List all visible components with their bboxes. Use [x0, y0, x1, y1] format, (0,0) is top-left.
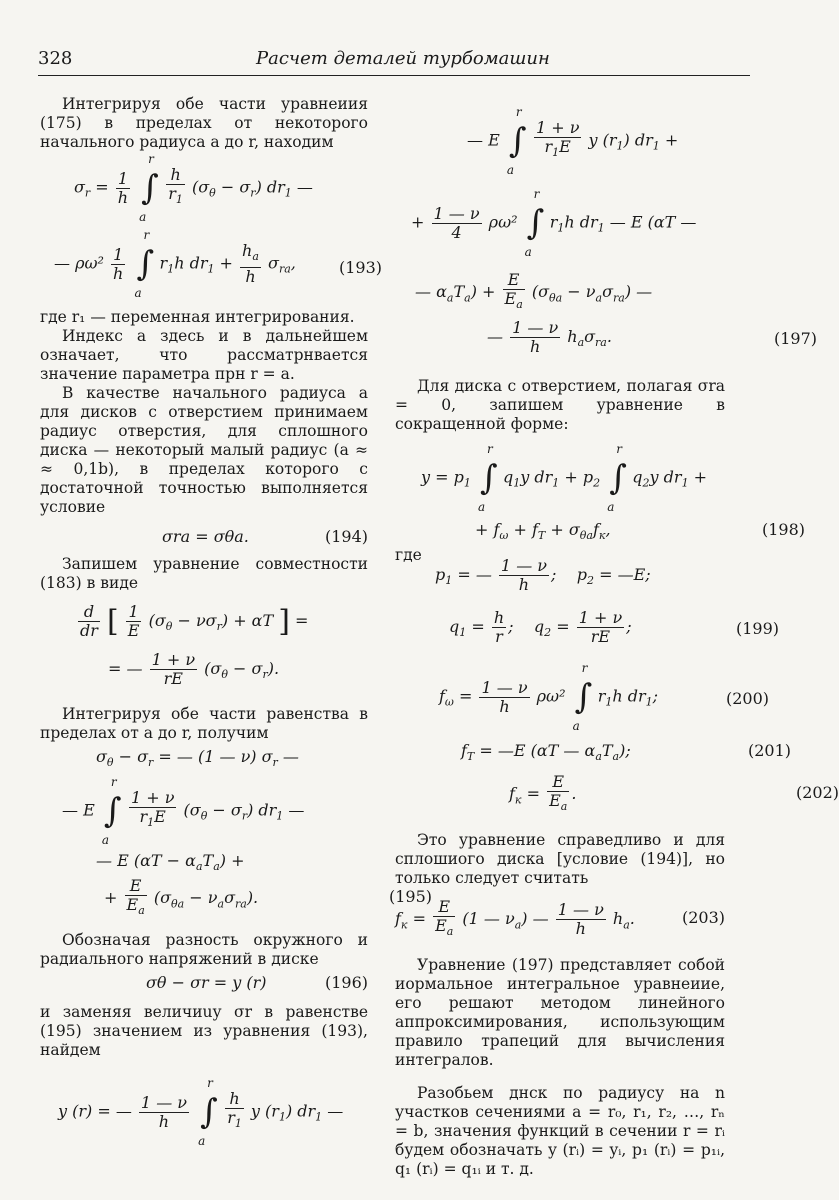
paragraph: Обозначая разность окружного и радиального напряжений в диске	[40, 931, 368, 968]
equation-number: (200)	[725, 689, 769, 708]
equation-200: $f_\omega$ = $\frac{1 — \nu}{h}$ ρω² ∫ r a $r_1h$ $dr_1$; (200)	[439, 661, 769, 733]
equation-199-line1: $p_1$ = — $\frac{1 — \nu}{h}$ ; $p_2$ = —E;	[435, 556, 651, 594]
equation-number: (199)	[735, 619, 779, 638]
equation-number: (202)	[795, 783, 839, 802]
page-header	[38, 48, 750, 74]
equation-197-line3: — $\alpha_aT_a$) + $\frac{E}{E_a}$ $(\sigma_{\theta a} - \nu_a\sigma_{ra})$ —	[415, 270, 653, 312]
equation-193-line2: — ρω² $\frac{1}{h}$ ∫ r a $r_1h$ $dr_1$ + $\frac{h_a}{h}$ $\sigma_{ra}$, (193)	[54, 228, 382, 300]
equation-195-line1: $\sigma_\theta - \sigma_r$ = — (1 — ν) $\sigma_r$ —	[96, 747, 299, 770]
equation-197-line4: — $\frac{1 — \nu}{h}$ $h_a\sigma_{ra}$. (197)	[487, 318, 817, 356]
header-rule	[38, 75, 750, 76]
paragraph: Это уравнение справедливо и для сплошиого диска [условие (194)], но только следует считать	[395, 831, 725, 887]
paragraph: Уравнение (197) представляет собой иормальное интегральное уравнеиие, его решают методом линейного аппроксимирования, использующим правило трапеций для вычисления интегралов.	[395, 956, 725, 1069]
equation-198-line1: $y = p_1$ ∫ r a $q_1y$ $dr_1 + p_2$ ∫ r a $q_2y$ $dr_1$ +	[421, 442, 708, 514]
equation-number: (194)	[324, 527, 368, 546]
paragraph: Интегрируя обе части уравнеиия (175) в пределах от некоторого начального радиуса a до r, находим	[40, 95, 368, 151]
equation-compatibility-rhs: = — $\frac{1 + \nu}{rE}$ $(\sigma_\theta - \sigma_r)$.	[108, 650, 280, 688]
page-number: 328	[38, 48, 73, 69]
equation-number: (197)	[773, 329, 817, 348]
equation-number: (198)	[761, 520, 805, 539]
paragraph: Для диска с отверстием, полагая σra = 0, запишем уравнение в сокращенной форме:	[395, 377, 725, 433]
equation-195-line4: + $\frac{E}{E_a}$ $(\sigma_{\theta a} - \nu_a\sigma_{ra})$. (195)	[104, 876, 432, 918]
running-title: Расчет деталей турбомашин	[256, 48, 550, 69]
paragraph: Разобьем днск по радиусу на n участков сечениями a = r₀, r₁, r₂, …, rₙ = b, значения функций в сечении r = rᵢ будем обозначать y (rᵢ) = yᵢ, p₁ (rᵢ) = p₁ᵢ, q₁ (rᵢ) = q₁ᵢ и т. д.	[395, 1084, 725, 1178]
paragraph: и заменяя величиuу σr в равенстве (195) значением из уравнения (193), найдем	[40, 1003, 368, 1059]
equation-number: (196)	[324, 973, 368, 992]
where-label: где	[395, 546, 422, 564]
paragraph: Запишем уравнение совместности (183) в виде	[40, 555, 368, 592]
equation-195-line3: — E $(\alpha T - \alpha_aT_a)$ +	[96, 851, 245, 874]
equation-number: (203)	[681, 908, 725, 927]
right-column	[395, 95, 839, 1179]
equation-compatibility: $\frac{d}{dr}$ [ $\frac{1}{E}$ $(\sigma_\theta - \nu\sigma_r) + \alpha T$ ] =	[80, 602, 309, 640]
equation-198-line2: + $f_\omega + f_T + \sigma_{\theta a}f_к$, (198)	[475, 520, 805, 543]
left-column	[40, 95, 432, 1148]
equation-text: σra = σθa.	[162, 527, 249, 546]
equation-y-of-r: y (r) = — $\frac{1 — \nu}{h}$ ∫ r a $\frac{h}{r_1}$ y $(r_1)$ $dr_1$ —	[58, 1076, 344, 1148]
equation-199-line2: $q_1$ = $\frac{h}{r}$ ; $q_2$ = $\frac{1 + \nu}{rE}$ ; (199)	[449, 608, 779, 646]
equation-number: (195)	[388, 887, 432, 906]
equation-193-line1: $\sigma_r$ = $\frac{1}{h}$ ∫ r a $\frac{h}{r_1}$ $(\sigma_\theta - \sigma_r)$ $dr_1$ —	[74, 152, 313, 224]
equation-number: (193)	[338, 258, 382, 277]
equation-197-line1: — E ∫ r a $\frac{1 + \nu}{r_1E}$ y $(r_1) dr_1$ +	[467, 105, 679, 177]
equation-195-line2: — E ∫ r a $\frac{1 + \nu}{r_1E}$ $(\sigma_\theta - \sigma_r)$ $dr_1$ —	[62, 775, 305, 847]
equation-194	[40, 525, 368, 551]
equation-text: σθ − σr = y (r)	[146, 973, 267, 992]
equation-number: (201)	[747, 741, 791, 760]
equation-196	[40, 971, 368, 997]
equation-201: $f_T$ = —E (αT — $\alpha_aT_a$); (201)	[461, 741, 791, 764]
paragraph: где r₁ — переменная интегрирования.	[40, 308, 355, 326]
equation-197-line2: + $\frac{1 — \nu}{4}$ ρω² ∫ r a $r_1h$ $dr_1$ — E (αT —	[411, 187, 697, 259]
equation-203: $f_к$ = $\frac{E}{E_a}$ (1 — $\nu_a$) — $\frac{1 — \nu}{h}$ $h_a$. (203)	[395, 897, 725, 939]
paragraph: В качестве начального радиуса a для дисков с отверстием принимаем радиус отверстия, для сплошного диска — некоторый малый радиус (a ≈ ≈ 0,1b), в пределах которого с достаточной точностью выполняется условие	[40, 384, 368, 516]
equation-202: $f_к$ = $\frac{E}{E_a}$ . (202)	[509, 772, 839, 814]
paragraph: Интегрируя обе части равенства в пределах от a до r, получим	[40, 705, 368, 742]
paragraph: Индекс a здесь и в дальнейшем означает, что рассматрнвается значение параметра прн r = a.	[40, 327, 368, 383]
